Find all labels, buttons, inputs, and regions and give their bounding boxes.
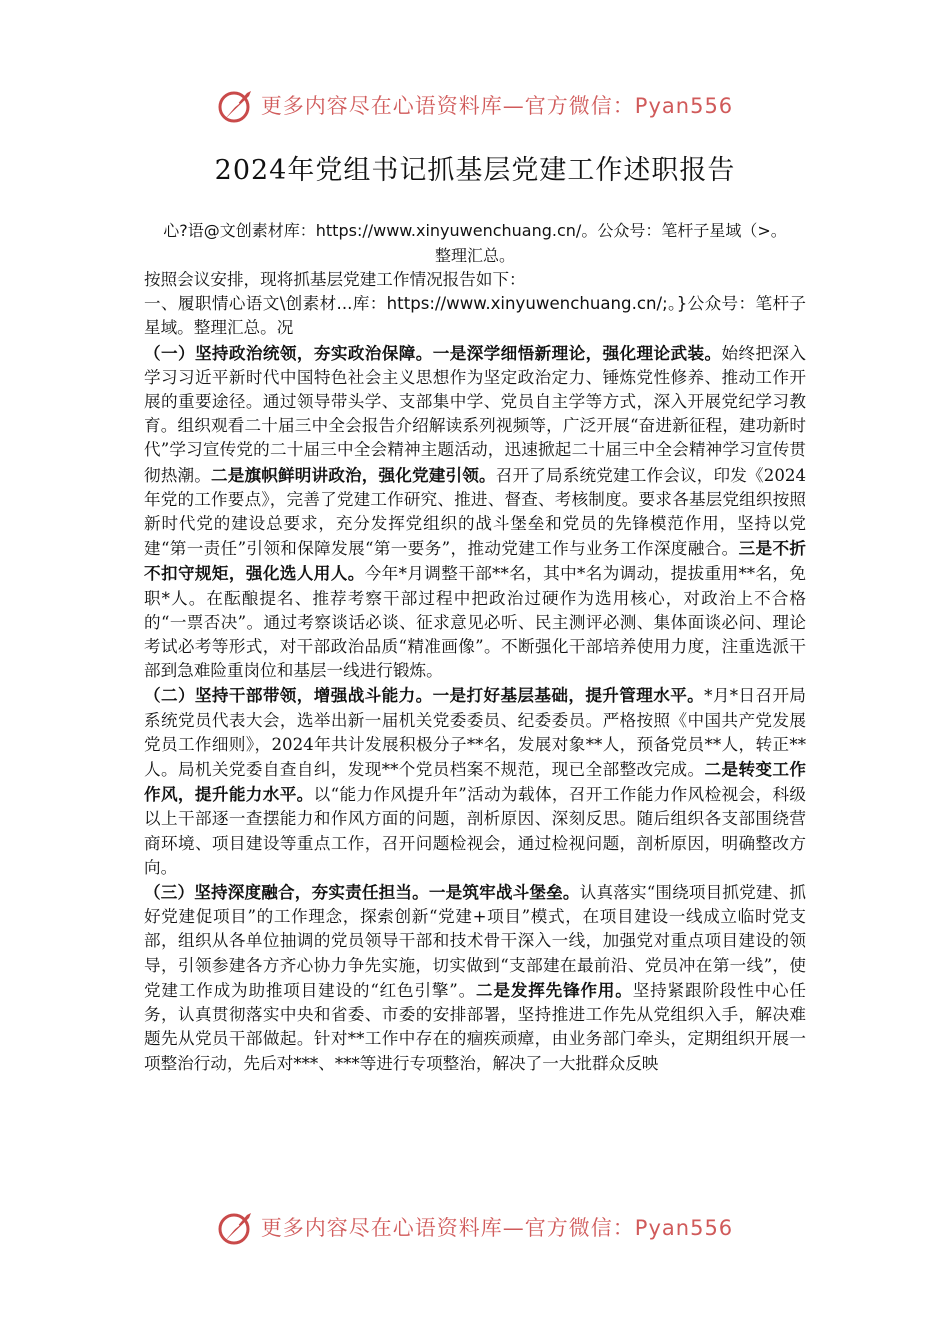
paragraph-2-heading: （二）坚持干部带领，增强战斗能力。一是打好基层基础，提升管理水平。: [144, 685, 705, 706]
paragraph-3-text-a: 认真落实“围绕项目抓党建、抓好党建促项目”的工作理念，探索创新“党建+项目”模式，在项目建设一线成立临时党支部，组织从各单位抽调的党员领导干部和技术骨干深入一线，加强党对重点项目建设的领导，引领参建各方齐心协力争先实施，切实做到“支部建在最前沿、党员冲在第一线”，使党建工作成为助推项目建设的“红色引擎”。: [144, 883, 807, 1000]
paragraph-1-text-c: 今年*月调整干部**名，其中*名为调动，提拔重用**名，免职*人。在酝酿提名、推荐考察干部过程中把政治过硬作为选用核心，对政治上不合格的“一票否决”。通过考察谈话必谈、征求意见必听、民主测评必测、集体面谈必问、理论考试必考等形式，对干部政治品质“精准画像”。不断强化干部培养使用力度，注重选派干部到急难险重岗位和基层一线进行锻炼。: [144, 564, 807, 681]
paragraph-1-text-b: 召开了局系统党建工作会议，印发《2024年党的工作要点》，完善了党建工作研究、推进、督查、考核制度。要求各基层党组织按照新时代党的建设总要求，充分发挥党组织的战斗堡垒和党员的先锋模范作用，坚持以党建“第一责任”引领和保障发展“第一要务”，推动党建工作与业务工作深度融合。: [144, 465, 807, 559]
paragraph-2-subheading-b: 二是转变工作作风，提升能力水平。: [144, 759, 806, 805]
paragraph-2-text-a: *月*日召开局系统党员代表大会，选举出新一届机关党委委员、纪委委员。严格按照《中国共产党发展党员工作细则》，2024年共计发展积极分子**名，发展对象**人，预备党员**人，转正**人。局机关党委自查自纠，发现**个党员档案不规范，现已全部整改完成。: [144, 686, 807, 780]
paragraph-1-subheading-b: 二是旗帜鲜明讲政治，强化党建引领。: [211, 464, 496, 485]
section-1-heading: 一、履职情心语文\创素材...库：https://www.xinyuwenchuang.cn/;。}公众号：笔杆子星域。整理汇总。况: [144, 294, 806, 338]
header-watermark-banner: [0, 80, 950, 130]
paragraph-3: [144, 880, 806, 1076]
paragraph-1-heading: （一）坚持政治统领，夯实政治保障。一是深学细悟新理论，强化理论武装。: [144, 342, 722, 363]
document-body: [144, 218, 806, 1076]
quill-logo-icon: [217, 85, 257, 125]
paragraph-3-heading: （三）坚持深度融合，夯实责任担当。一是筑牢战斗堡垒。: [144, 882, 580, 903]
paragraph-1-text-a: 始终把深入学习习近平新时代中国特色社会主义思想作为坚定政治定力、锤炼党性修养、推动工作开展的重要途径。通过领导带头学、支部集中学、党员自主学等方式，深入开展党纪学习教育。组织观看二十届三中全会报告介绍解读系列视频等，广泛开展“奋进新征程，建功新时代”学习宣传党的二十届三中全会精神主题活动，迅速掀起二十届三中全会精神学习宣传贯彻热潮。: [144, 343, 806, 485]
paragraph-1-subheading-c: 三是不折不扣守规矩，强化选人用人。: [144, 538, 806, 584]
page-title: 2024年党组书记抓基层党建工作述职报告: [214, 155, 736, 186]
quill-logo-icon: [217, 1207, 257, 1247]
paragraph-3-subheading-b: 二是发挥先锋作用。: [476, 979, 633, 1000]
banner-text: 更多内容尽在心语资料库—官方微信：Pyan556: [260, 1216, 734, 1240]
paragraph-2-text-b: 以“能力作风提升年”活动为载体，召开工作能力作风检视会，科级以上干部逐一查摆能力和作风方面的问题，剖析原因、深刻反思。随后组织各支部围绕营商环境、项目建设等重点工作，召开问题检视会，通过检视问题，剖析原因，明确整改方向。: [144, 785, 807, 877]
paragraph-1: [144, 341, 806, 684]
banner-text: 更多内容尽在心语资料库—官方微信：Pyan556: [260, 94, 734, 118]
paragraph-2: [144, 683, 806, 880]
source-note-line-1: 心?语@文创素材库：https://www.xinyuwenchuang.cn/。公众号：笔杆子星域（>。: [163, 221, 787, 240]
source-note-line-2: 整理汇总。: [434, 246, 515, 265]
intro-text: 按照会议安排，现将抓基层党建工作情况报告如下：: [144, 270, 526, 289]
footer-watermark-banner: [0, 1202, 950, 1252]
paragraph-3-text-b: 坚持紧跟阶段性中心任务，认真贯彻落实中央和省委、市委的安排部署，坚持推进工作先从党组织入手，解决难题先从党员干部做起。针对**工作中存在的痼疾顽瘴，由业务部门牵头，定期组织开展一项整治行动，先后对***、***等进行专项整治，解决了一大批群众反映: [144, 980, 807, 1073]
